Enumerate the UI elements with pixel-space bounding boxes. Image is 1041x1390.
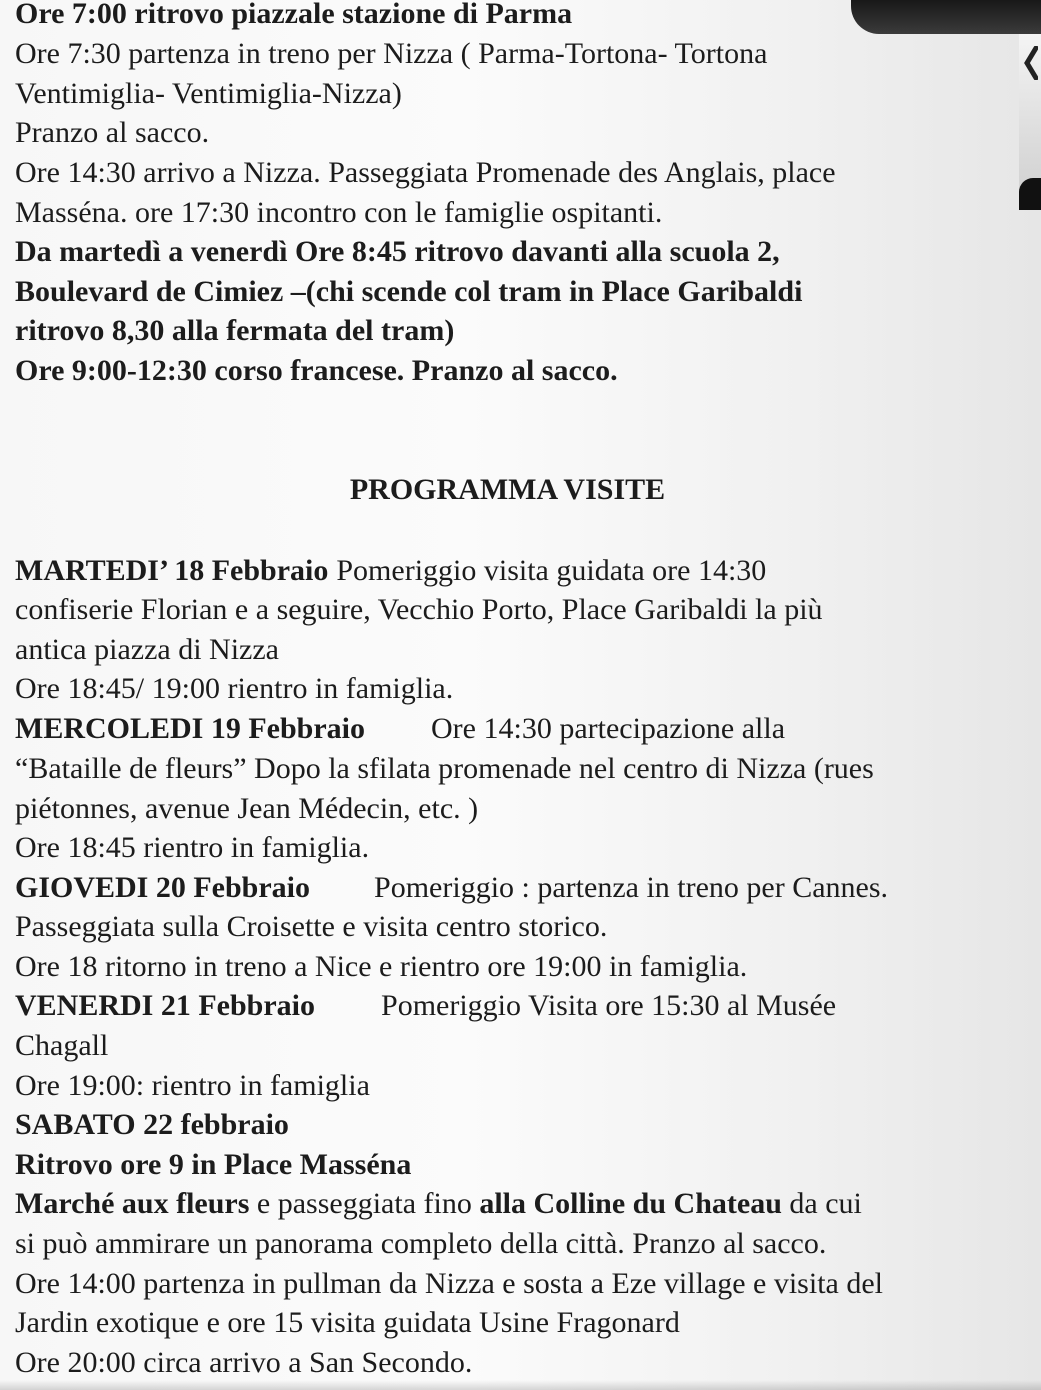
wednesday-text: Ore 14:30 partecipazione alla [431, 712, 786, 745]
saturday-line-4: Ore 14:00 partenza in pullman da Nizza e sosta a Eze village e visita del [15, 1267, 883, 1300]
wednesday-line-2: “Bataille de fleurs” Dopo la sfilata promenade nel centro di Nizza (rues [15, 752, 874, 785]
arrival-nice-line: Ore 14:30 arrivo a Nizza. Passeggiata Promenade des Anglais, place [15, 156, 836, 189]
friday-line-2: Chagall [15, 1029, 109, 1062]
thursday-day: GIOVEDI 20 Febbraio [15, 871, 311, 904]
corner-photo-edge [851, 0, 1041, 34]
tuesday-text: Pomeriggio visita guidata ore 14:30 [336, 554, 767, 587]
thursday-line-1 [15, 868, 888, 908]
saturday-day: SABATO 22 febbraio [15, 1108, 289, 1141]
tuesday-day: MARTEDI’ 18 Febbraio [15, 554, 329, 587]
tram-note-line: Boulevard de Cimiez –(chi scende col tram in Place Garibaldi [15, 275, 803, 308]
bottom-edge [0, 1380, 1041, 1390]
saturday-line-1: Ritrovo ore 9 in Place Masséna [15, 1148, 412, 1181]
friday-text: Pomeriggio Visita ore 15:30 al Musée [381, 989, 837, 1022]
school-meeting-line: Da martedì a venerdì Ore 8:45 ritrovo davanti alla scuola 2, [15, 235, 780, 268]
tram-stop-line: ritrovo 8,30 alla fermata del tram) [15, 314, 455, 347]
thursday-line-2: Passeggiata sulla Croisette e visita centro storico. [15, 910, 608, 943]
wednesday-line-3: piétonnes, avenue Jean Médecin, etc. ) [15, 792, 479, 825]
thursday-line-3: Ore 18 ritorno in treno a Nice e rientro ore 19:00 in famiglia. [15, 950, 748, 983]
wednesday-day: MERCOLEDI 19 Febbraio [15, 712, 366, 745]
train-departure-line: Ore 7:30 partenza in treno per Nizza ( Parma-Tortona- Tortona [15, 37, 768, 70]
saturday-line-3: si può ammirare un panorama completo della città. Pranzo al sacco. [15, 1227, 827, 1260]
side-dark-edge [1019, 178, 1041, 210]
host-families-line: Masséna. ore 17:30 incontro con le famiglie ospitanti. [15, 196, 663, 229]
friday-line-1 [15, 986, 836, 1026]
saturday-line-6: Ore 20:00 circa arrivo a San Secondo. [15, 1346, 473, 1379]
tuesday-line-2: confiserie Florian e a seguire, Vecchio Porto, Place Garibaldi la più [15, 593, 823, 626]
tuesday-line-3: antica piazza di Nizza [15, 633, 279, 666]
meeting-parma-line: Ore 7:00 ritrovo piazzale stazione di Parma [15, 0, 573, 30]
saturday-line-2-end: da cui [781, 1187, 862, 1220]
train-route-line: Ventimiglia- Ventimiglia-Nizza) [15, 77, 402, 110]
french-course-line: Ore 9:00-12:30 corso francese. Pranzo al sacco. [15, 354, 618, 387]
tuesday-line-1 [15, 551, 766, 591]
wednesday-line-1 [15, 709, 785, 749]
saturday-line-2-mid: e passeggiata fino [249, 1187, 480, 1220]
friday-line-3: Ore 19:00: rientro in famiglia [15, 1069, 370, 1102]
friday-day: VENERDI 21 Febbraio [15, 989, 316, 1022]
colline-chateau: alla Colline du Chateau [479, 1187, 782, 1220]
saturday-line-2 [15, 1184, 862, 1224]
saturday-line-5: Jardin exotique e ore 15 visita guidata Usine Fragonard [15, 1306, 680, 1339]
flower-market: Marché aux fleurs [15, 1187, 250, 1220]
wednesday-line-4: Ore 18:45 rientro in famiglia. [15, 831, 370, 864]
tuesday-line-4: Ore 18:45/ 19:00 rientro in famiglia. [15, 672, 454, 705]
thursday-text: Pomeriggio : partenza in treno per Cannes. [374, 871, 889, 904]
section-title: PROGRAMMA VISITE [349, 473, 666, 506]
lunch-line: Pranzo al sacco. [15, 116, 210, 149]
